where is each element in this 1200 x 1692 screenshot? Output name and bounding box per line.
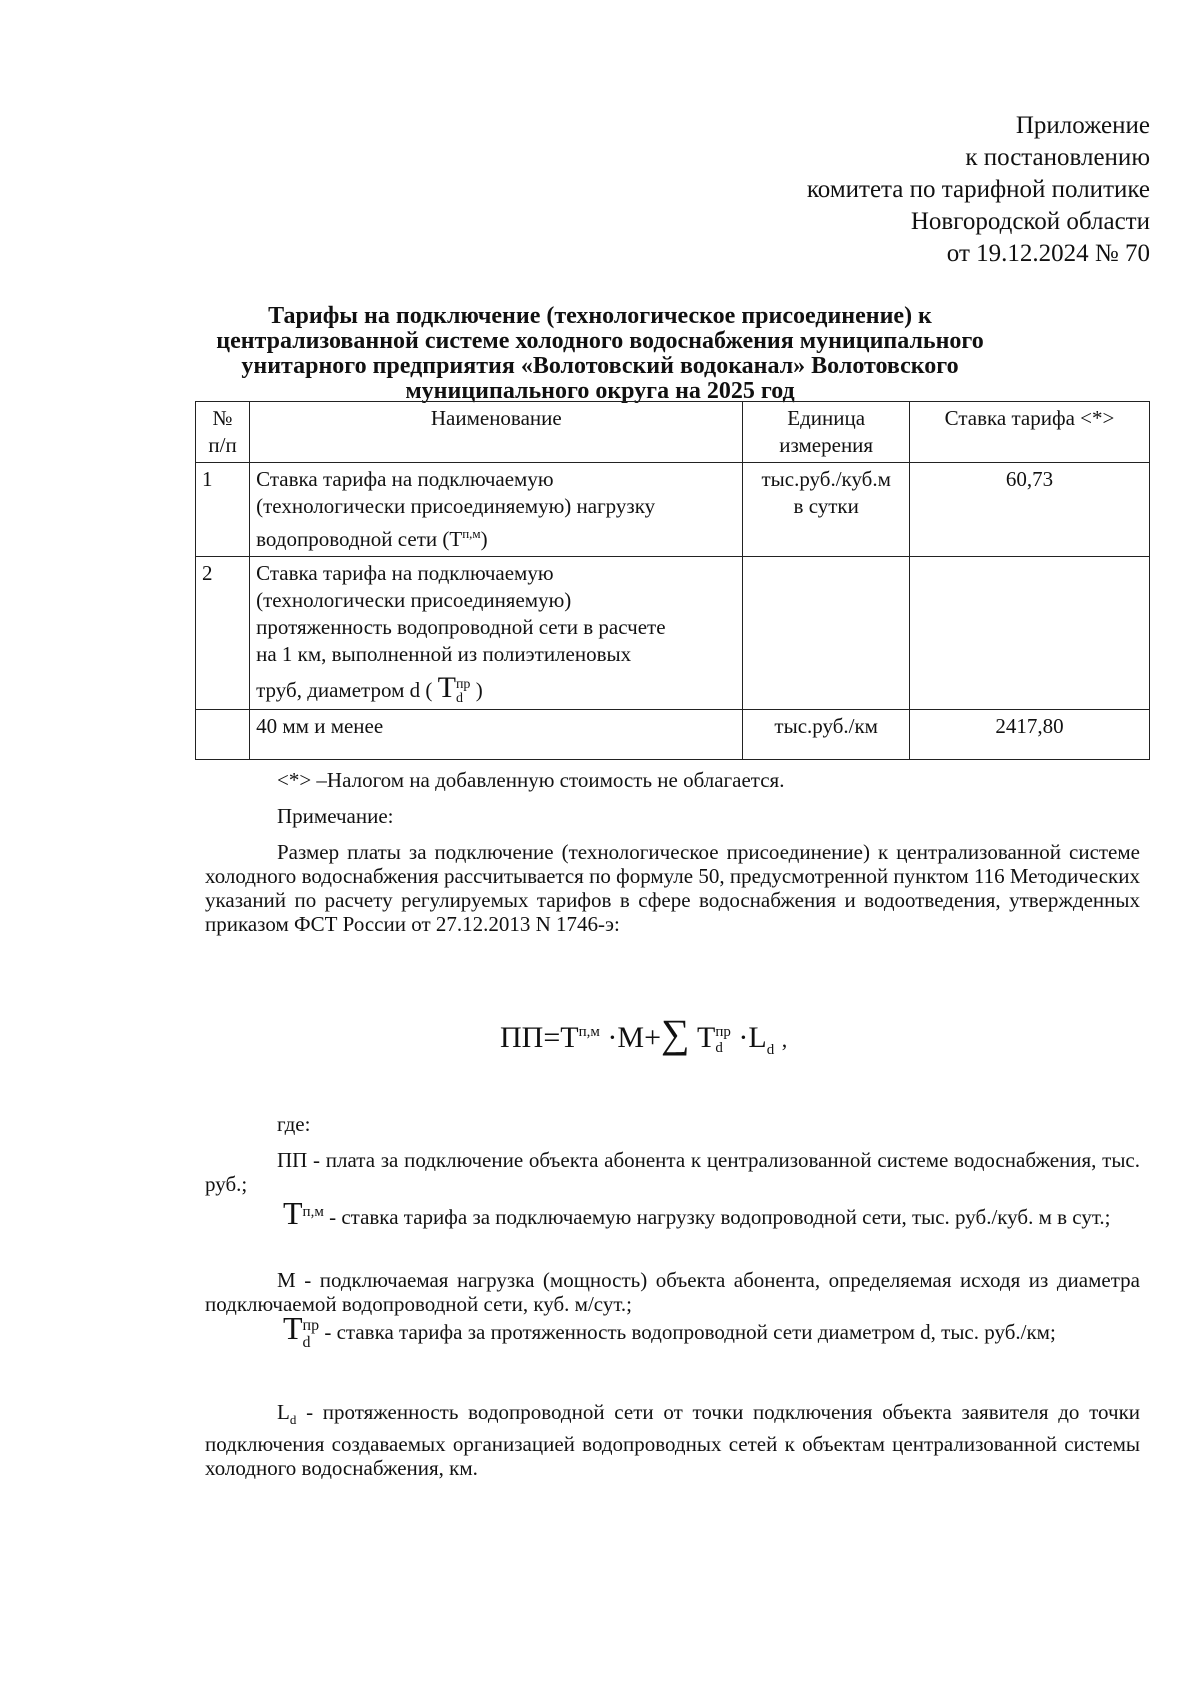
t-pr-symbol: T xyxy=(283,1310,303,1346)
header-num-l1: № xyxy=(212,406,233,430)
title-line: централизованной системе холодного водоснабжения муниципального xyxy=(216,328,984,354)
header-name: Наименование xyxy=(250,402,743,463)
formula-l-sub: d xyxy=(766,1042,775,1058)
document-title xyxy=(190,304,1010,404)
row-name-sup: п,м xyxy=(462,526,481,541)
definition-m: М - подключаемая нагрузка (мощность) объекта абонента, определяемая исходя из диаметра подключаемой водопроводной сети, куб. м/сут.; xyxy=(205,1268,1140,1316)
row-name xyxy=(250,557,743,710)
row-rate: 60,73 xyxy=(909,463,1149,557)
title-line: муниципального округа на 2025 год xyxy=(405,378,795,404)
symbol-indices xyxy=(456,678,471,706)
row-name-end: ) xyxy=(475,678,483,702)
row-name-line: Ставка тарифа на подключаемую xyxy=(256,561,554,585)
ld-sub: d xyxy=(289,1412,297,1428)
formula-t2-sub: d xyxy=(715,1040,723,1057)
table-header-row xyxy=(196,402,1150,463)
formula-lhs: ПП xyxy=(500,1021,544,1054)
row-name-line: Ставка тарифа на подключаемую xyxy=(256,467,554,491)
ld-symbol: L xyxy=(277,1400,290,1424)
t-pm-text: - ставка тарифа за подключаемую нагрузку водопроводной сети, тыс. руб./куб. м в сут.; xyxy=(329,1205,1111,1229)
formula-m: М xyxy=(617,1021,645,1054)
row-name-line: на 1 км, выполненной из полиэтиленовых xyxy=(256,642,632,666)
where-label: где: xyxy=(277,1112,311,1136)
header-unit-l1: Единица xyxy=(787,406,866,430)
formula-l: L xyxy=(748,1021,767,1054)
t-pr-text: - ставка тарифа за протяженность водопроводной сети диаметром d, тыс. руб./км; xyxy=(324,1320,1056,1344)
row-name-line: (технологически присоединяемую) нагрузку xyxy=(256,494,656,518)
definition-t-pr xyxy=(205,1310,1140,1352)
row-unit-l1: тыс.руб./куб.м xyxy=(761,467,891,491)
approval-header xyxy=(807,110,1150,270)
row-rate: 2417,80 xyxy=(909,710,1149,760)
row-unit: тыс.руб./км xyxy=(743,710,909,760)
header-line: от 19.12.2024 № 70 xyxy=(946,240,1150,267)
note-label: Примечание: xyxy=(277,804,394,828)
formula-t2: T xyxy=(697,1021,716,1054)
formula-t2-indices xyxy=(715,1024,731,1056)
formula-t2-sup: пр xyxy=(715,1024,731,1041)
header-line: комитета по тарифной политике xyxy=(806,176,1150,203)
t-pm-sup: п,м xyxy=(302,1204,324,1220)
formula-t1-sup: п,м xyxy=(578,1024,600,1040)
row-name xyxy=(250,463,743,557)
title-line: унитарного предприятия «Волотовский водоканал» Волотовского xyxy=(241,353,959,379)
formula-eq: = xyxy=(543,1021,561,1054)
header-line: Приложение xyxy=(1015,112,1150,139)
formula-comma: , xyxy=(781,1027,788,1052)
row-name: 40 мм и менее xyxy=(250,710,743,760)
row-name-line: протяженность водопроводной сети в расчете xyxy=(256,615,666,639)
definition-ld xyxy=(205,1400,1140,1480)
definition-pp: ПП - плата за подключение объекта абонента к централизованной системе водоснабжения, тыс. руб.; xyxy=(205,1148,1140,1196)
row-num xyxy=(196,710,250,760)
row-unit-empty xyxy=(743,557,909,710)
row-unit-l2: в сутки xyxy=(793,494,859,518)
row-num: 2 xyxy=(196,557,250,710)
formula-dot: · xyxy=(738,1021,749,1054)
header-unit xyxy=(743,402,909,463)
table-row xyxy=(196,463,1150,557)
t-pr-sub: d xyxy=(302,1334,311,1352)
table-row xyxy=(196,710,1150,760)
symbol-sub: d xyxy=(455,691,463,707)
title-line: Тарифы на подключение (технологическое присоединение) к xyxy=(268,303,932,329)
row-name-end: ) xyxy=(480,527,488,551)
definition-t-pm xyxy=(205,1195,1140,1231)
table-row xyxy=(196,557,1150,710)
t-pr-sup: пр xyxy=(302,1317,320,1335)
symbol-sup: пр xyxy=(455,677,471,693)
t-pm-symbol: Т xyxy=(283,1195,303,1231)
row-name-line: водопроводной сети (Т xyxy=(256,527,463,551)
row-rate-empty xyxy=(909,557,1149,710)
formula-sum: ∑ xyxy=(660,1011,690,1056)
header-num-l2: п/п xyxy=(208,433,237,457)
header-unit-l2: измерения xyxy=(779,433,874,457)
note-text: Размер платы за подключение (технологическое присоединение) к централизованной системе холодного водоснабжения рассчитывается по формуле 50, предусмотренной пунктом 116 Методических указаний по расчету регулируемых тарифов в сфере водоснабжения и водоотведения, утвержденных приказом ФСТ России от 27.12.2013 N 1746-э: xyxy=(205,840,1140,936)
header-line: к постановлению xyxy=(965,144,1150,171)
footnote: <*> –Налогом на добавленную стоимость не облагается. xyxy=(277,768,785,792)
row-unit xyxy=(743,463,909,557)
row-name-line: (технологически присоединяемую) xyxy=(256,588,572,612)
row-num: 1 xyxy=(196,463,250,557)
payment-formula xyxy=(500,1010,787,1059)
header-num xyxy=(196,402,250,463)
ld-text: - протяженность водопроводной сети от точки подключения объекта заявителя до точки подключения создаваемых организацией водопроводных сетей к объектам централизованной системы холодного водоснабжения, км. xyxy=(205,1400,1141,1481)
tariff-symbol: T xyxy=(437,671,456,704)
row-name-line: труб, диаметром d ( xyxy=(256,678,433,702)
tariff-table xyxy=(195,401,1150,760)
formula-t1: Т xyxy=(560,1021,579,1054)
header-rate: Ставка тарифа <*> xyxy=(909,402,1149,463)
formula-plus: + xyxy=(644,1021,661,1054)
t-pr-indices xyxy=(303,1317,320,1351)
formula-dot: · xyxy=(607,1021,618,1054)
header-line: Новгородской области xyxy=(910,208,1150,235)
